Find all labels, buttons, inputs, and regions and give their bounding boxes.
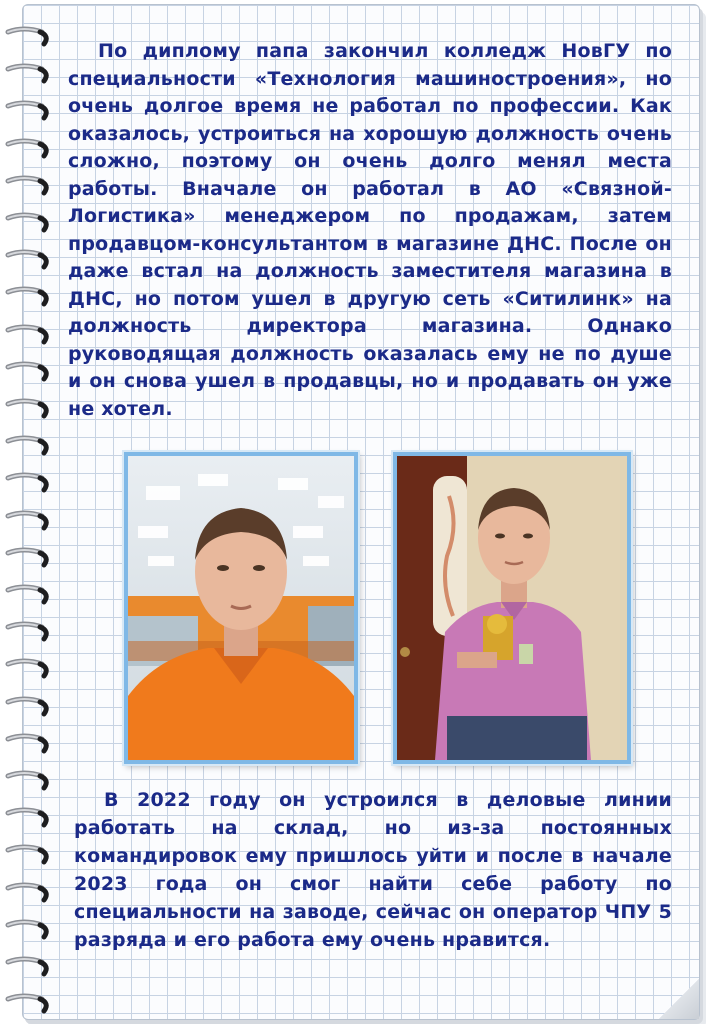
photo-award-portrait	[393, 452, 631, 764]
page-curl	[659, 979, 699, 1019]
spiral-ring-icon	[4, 619, 54, 643]
spiral-ring-icon	[4, 61, 54, 85]
paragraph-current-job-text: В 2022 году он устроился в деловые линии работать на склад, но из-за постоянных командировок ему пришлось уйти и после в начале 2023 года он смог найти себе работу по специальности на заводе, сейчас он оператор ЧПУ 5 разряда и его работа ему очень нравится.	[74, 789, 672, 951]
spiral-ring-icon	[4, 954, 54, 978]
paragraph-career-history	[68, 38, 672, 423]
spiral-ring-icon	[4, 656, 54, 680]
spiral-ring-icon	[4, 247, 54, 271]
spiral-ring-icon	[4, 173, 54, 197]
spiral-binding	[0, 0, 60, 1024]
spiral-ring-icon	[4, 24, 54, 48]
spiral-ring-icon	[4, 98, 54, 122]
spiral-ring-icon	[4, 136, 54, 160]
spiral-ring-icon	[4, 582, 54, 606]
spiral-ring-icon	[4, 545, 54, 569]
spiral-ring-icon	[4, 433, 54, 457]
spiral-ring-icon	[4, 768, 54, 792]
spiral-ring-icon	[4, 880, 54, 904]
spiral-ring-icon	[4, 731, 54, 755]
spiral-ring-icon	[4, 396, 54, 420]
spiral-ring-icon	[4, 991, 54, 1015]
spiral-ring-icon	[4, 359, 54, 383]
spiral-ring-icon	[4, 284, 54, 308]
paragraph-career-history-text: По диплому папа закончил колледж НовГУ по специальности «Технология машиностроения», но очень долгое время не работал по профессии. Как оказалось, устроиться на хорошую должность очень сложно, поэтому он очень долго менял места работы. Вначале он работал в АО «Связной-Логистика» менеджером по продажам, затем продавцом-консультантом в магазине ДНС. После он даже встал на должность заместителя магазина в ДНС, но потом ушел в другую сеть «Ситилинк» на должность директора магазина. Однако руководящая должность оказалась ему не по душе и он снова ушел в продавцы, но и продавать он уже не хотел.	[68, 40, 672, 420]
paragraph-current-job	[74, 786, 672, 954]
spiral-ring-icon	[4, 322, 54, 346]
spiral-ring-icon	[4, 508, 54, 532]
spiral-ring-icon	[4, 470, 54, 494]
spiral-ring-icon	[4, 842, 54, 866]
spiral-ring-icon	[4, 917, 54, 941]
spiral-ring-icon	[4, 694, 54, 718]
spiral-ring-icon	[4, 210, 54, 234]
photo-store-selfie	[124, 452, 358, 764]
spiral-ring-icon	[4, 805, 54, 829]
